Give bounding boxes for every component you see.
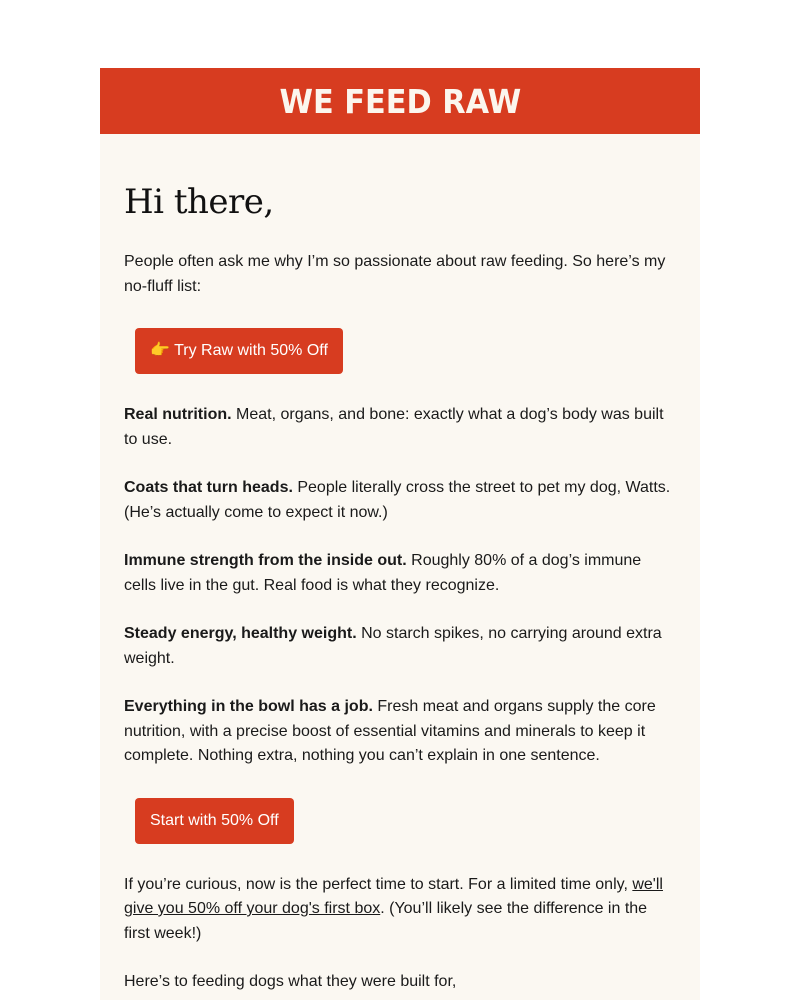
benefit-title: Steady energy, healthy weight.: [124, 625, 357, 642]
start-discount-button[interactable]: Start with 50% Off: [135, 798, 294, 844]
try-raw-button-label: Try Raw with 50% Off: [174, 342, 328, 359]
intro-paragraph: People often ask me why I’m so passionate about raw feeding. So here’s my no-fluff list:: [124, 253, 666, 295]
pointing-hand-icon: 👉: [150, 342, 170, 359]
benefit-text: Roughly 80% of a dog’s immune cells live in the gut. Real food is what they recognize.: [124, 552, 642, 594]
benefit-paragraph: [124, 695, 676, 769]
brand-logo[interactable]: WE FEED RAW: [279, 81, 521, 121]
email-body: [100, 182, 700, 995]
benefit-title: Everything in the bowl has a job.: [124, 698, 373, 715]
benefit-paragraph: [124, 549, 676, 598]
outro-text: If you’re curious, now is the perfect time to start. For a limited time only,: [124, 875, 633, 893]
benefit-text: No starch spikes, no carrying around extra weight.: [124, 625, 662, 667]
try-raw-button[interactable]: [135, 328, 343, 374]
email-header: [100, 68, 700, 134]
benefit-paragraph: [124, 403, 676, 452]
benefit-paragraph: [124, 622, 676, 671]
greeting-heading: Hi there,: [124, 182, 274, 222]
signoff-text: Here’s to feeding dogs what they were built for,: [124, 973, 457, 990]
benefit-title: Immune strength from the inside out.: [124, 552, 407, 569]
benefit-text: People literally cross the street to pet my dog, Watts. (He’s actually come to expect it now.): [124, 479, 671, 521]
benefit-title: Coats that turn heads.: [124, 479, 293, 496]
email-container: [100, 68, 700, 1000]
outro-paragraph: [124, 873, 676, 947]
benefit-paragraph: [124, 476, 676, 525]
outro-text-end: . (You’ll likely see the difference in the first week!): [124, 900, 648, 942]
benefit-text: Meat, organs, and bone: exactly what a dog’s body was built to use.: [124, 406, 664, 448]
benefit-title: Real nutrition.: [124, 406, 232, 423]
discount-link[interactable]: we'll give you 50% off your dog's first box: [124, 875, 663, 917]
benefit-text: Fresh meat and organs supply the core nutrition, with a precise boost of essential vitamins and minerals to keep it complete. Nothing extra, nothing you can’t explain in one sentence.: [124, 698, 656, 764]
